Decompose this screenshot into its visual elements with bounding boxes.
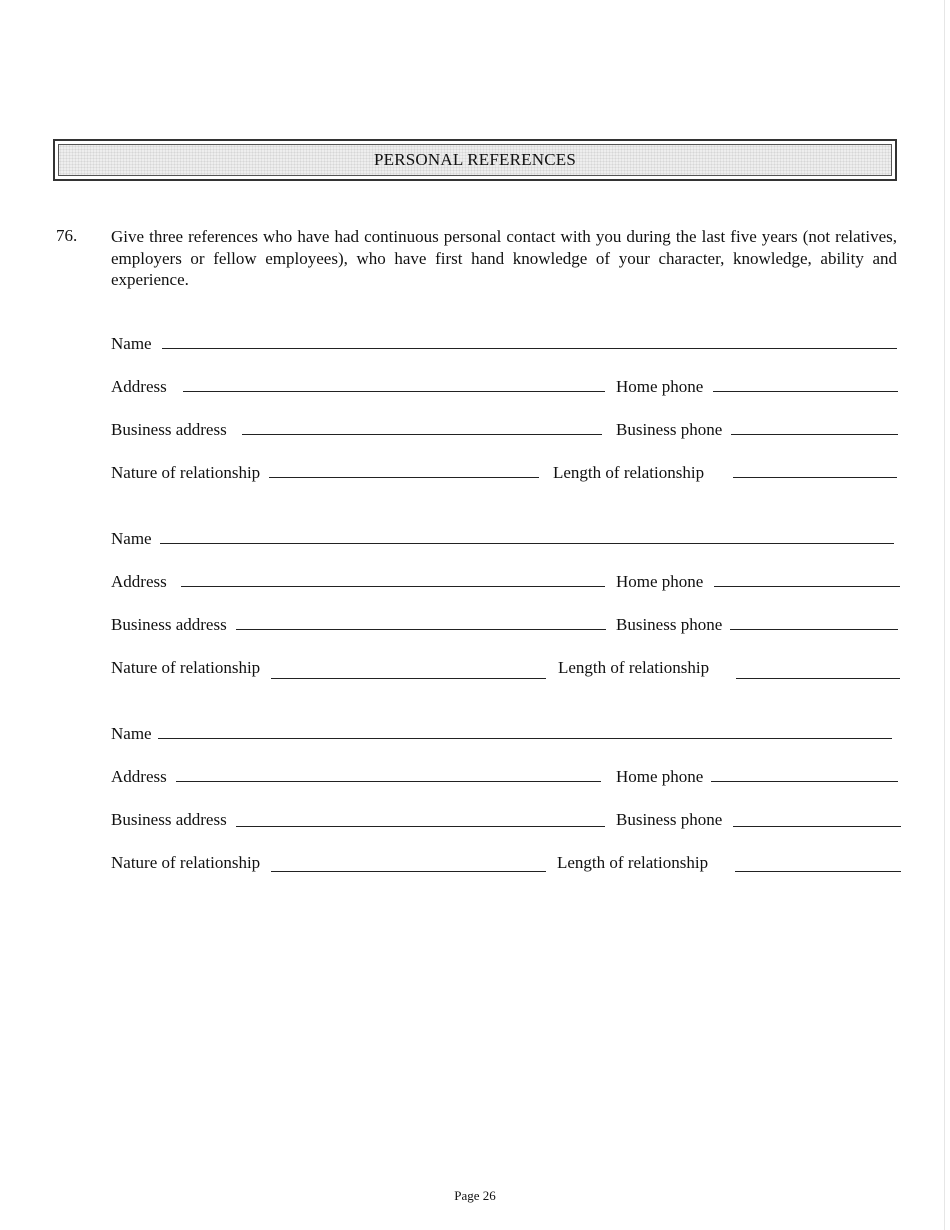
length-of-relationship-label: Length of relationship [557,853,709,872]
business-phone-label: Business phone [616,810,723,829]
scan-edge-line [944,0,945,1230]
business-phone-field[interactable] [731,434,898,435]
address-field[interactable] [176,781,601,782]
question-text: Give three references who have had continuous personal contact with you during the last five years (not relatives, employers or fellow employees), who have first hand knowledge of your character, knowledge, ability and experience. [111,227,897,289]
nature-of-relationship-label: Nature of relationship [111,658,261,677]
address-label: Address [111,377,167,396]
length-of-relationship-field[interactable] [733,477,897,478]
business-address-field[interactable] [236,826,605,827]
business-phone-field[interactable] [730,629,898,630]
business-address-field[interactable] [242,434,602,435]
nature-of-relationship-field[interactable] [269,477,539,478]
business-address-label: Business address [111,810,227,829]
business-address-field[interactable] [236,629,606,630]
section-header [53,139,897,181]
section-title: PERSONAL REFERENCES [373,150,576,169]
nature-of-relationship-label: Nature of relationship [111,463,261,482]
address-field[interactable] [181,586,605,587]
business-phone-label: Business phone [616,420,723,439]
address-field[interactable] [183,391,605,392]
home-phone-label: Home phone [616,767,704,786]
length-of-relationship-field[interactable] [736,678,900,679]
nature-of-relationship-field[interactable] [271,871,546,872]
name-label: Name [111,334,152,353]
name-field[interactable] [162,348,897,349]
home-phone-label: Home phone [616,572,704,591]
home-phone-label: Home phone [616,377,704,396]
business-address-label: Business address [111,420,227,439]
address-label: Address [111,767,167,786]
page-number: Page 26 [454,1188,496,1203]
nature-of-relationship-field[interactable] [271,678,546,679]
business-address-label: Business address [111,615,227,634]
question-number: 76. [56,226,78,245]
length-of-relationship-label: Length of relationship [558,658,710,677]
address-label: Address [111,572,167,591]
business-phone-label: Business phone [616,615,723,634]
length-of-relationship-field[interactable] [735,871,901,872]
name-label: Name [111,529,152,548]
name-field[interactable] [158,738,892,739]
home-phone-field[interactable] [714,586,900,587]
section-header-band [58,144,892,176]
name-label: Name [111,724,152,743]
home-phone-field[interactable] [711,781,898,782]
name-field[interactable] [160,543,894,544]
business-phone-field[interactable] [733,826,901,827]
home-phone-field[interactable] [713,391,898,392]
length-of-relationship-label: Length of relationship [553,463,705,482]
nature-of-relationship-label: Nature of relationship [111,853,261,872]
